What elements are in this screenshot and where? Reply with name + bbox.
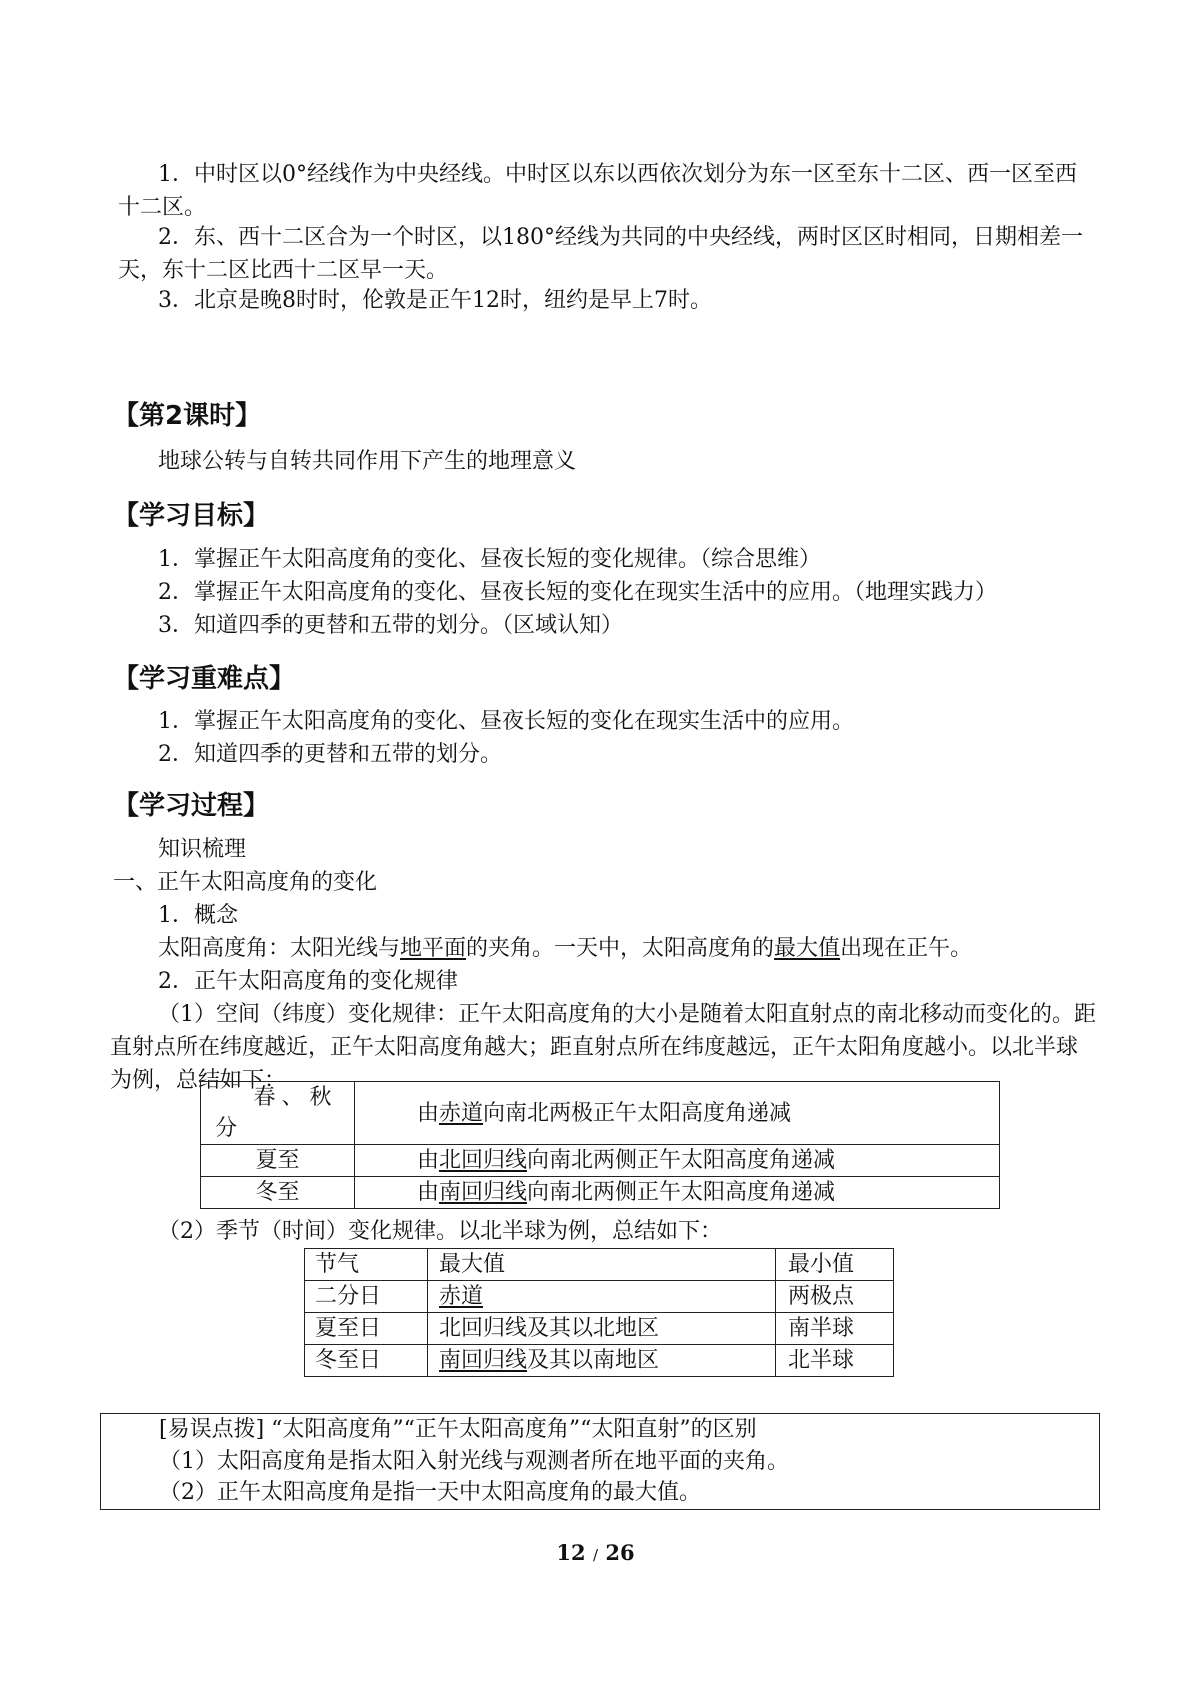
concept-text-2: 的夹角。一天中，太阳高度角的 [466,936,775,961]
rule-label: 2．正午太阳高度角的变化规律 [158,969,458,994]
max-underlined: 赤道 [439,1284,484,1309]
max-rest: 及其以南地区 [527,1348,660,1373]
table-cell-term: 二分日 [305,1281,428,1313]
keypoint-item-2: 2．知道四季的更替和五带的划分。 [158,742,502,767]
keypoints-heading: 【学习重难点】 [113,664,296,694]
knowledge-overview: 知识梳理 [158,837,247,862]
intro-paragraph-2: 2．东、西十二区合为一个时区，以180°经线为共同的中央经线，两时区区时相同，日期相差一天，东十二区比西十二区早一天。 [118,225,1083,283]
page-current: 12 [556,1540,586,1565]
process-heading: 【学习过程】 [113,791,270,821]
table-row [201,1082,1000,1145]
table-cell-term [201,1082,355,1145]
seasonal-rule: （2）季节（时间）变化规律。以北半球为例，总结如下： [158,1219,722,1244]
table-cell-max [428,1345,776,1377]
concept-label: 1．概念 [158,903,238,928]
spatial-rule: （1）空间（纬度）变化规律：正午太阳高度角的大小是随着太阳直射点的南北移动而变化的。距直射点所在纬度越近，正午太阳高度角越大；距直射点所在纬度越远，正午太阳角度越小。以北半球为例，总结如下： [110,1002,1097,1093]
table-row [305,1281,894,1313]
tip-item-1: （1）太阳高度角是指太阳入射光线与观测者所在地平面的夹角。 [159,1449,789,1474]
tip-box [100,1413,1100,1510]
rule-post: 向南北两极正午太阳高度角递减 [483,1100,792,1126]
tip-item-2: （2）正午太阳高度角是指一天中太阳高度角的最大值。 [159,1480,701,1505]
table-cell-min: 南半球 [776,1313,894,1345]
section-title: 一、正午太阳高度角的变化 [113,870,378,895]
max-underlined: 南回归线 [439,1348,528,1373]
term-line-1: 春、秋 [253,1085,338,1110]
page-number [0,1540,1191,1565]
page-separator: / [592,1546,599,1564]
max-rest: 北回归线及其以北地区 [439,1316,660,1341]
table-cell-rule [355,1177,1000,1209]
lesson-heading: 【第2课时】 [113,401,262,431]
table-row [201,1177,1000,1209]
table-row [305,1313,894,1345]
header-cell-term: 节气 [305,1249,428,1281]
table-row [305,1345,894,1377]
table-cell-term: 夏至日 [305,1313,428,1345]
goal-item-1: 1．掌握正午太阳高度角的变化、昼夜长短的变化规律。（综合思维） [158,547,821,572]
spatial-rule-table [200,1081,1000,1209]
rule-pre: 由 [417,1100,440,1126]
table-cell-rule [355,1145,1000,1177]
rule-pre: 由 [417,1180,440,1205]
concept-definition [158,932,972,965]
header-cell-min: 最小值 [776,1249,894,1281]
keypoint-item-1: 1．掌握正午太阳高度角的变化、昼夜长短的变化在现实生活中的应用。 [158,709,854,734]
lesson-subtitle: 地球公转与自转共同作用下产生的地理意义 [158,449,577,474]
table-header-row [305,1249,894,1281]
table-cell-max [428,1281,776,1313]
table-cell-term: 夏至 [201,1145,355,1177]
table-cell-min: 两极点 [776,1281,894,1313]
concept-text-3: 出现在正午。 [840,936,973,961]
rule-pre: 由 [417,1148,440,1173]
table-cell-rule [355,1082,1000,1145]
concept-text-1: 太阳高度角：太阳光线与 [158,936,401,961]
intro-paragraph-3: 3．北京是晚8时时，伦敦是正午12时，纽约是早上7时。 [158,288,712,313]
page-total: 26 [605,1540,635,1565]
rule-post: 向南北两侧正午太阳高度角递减 [527,1180,836,1205]
header-cell-max: 最大值 [428,1249,776,1281]
term-line-2: 分 [215,1116,238,1141]
goal-item-3: 3．知道四季的更替和五带的划分。（区域认知） [158,613,623,638]
rule-post: 向南北两侧正午太阳高度角递减 [527,1148,836,1173]
table-cell-term: 冬至 [201,1177,355,1209]
goals-heading: 【学习目标】 [113,501,270,531]
intro-paragraph-1: 1．中时区以0°经线作为中央经线。中时区以东以西依次划分为东一区至东十二区、西一区至西十二区。 [118,162,1077,220]
concept-underlined-2: 最大值 [774,936,841,961]
tip-title: [易误点拨] “太阳高度角”“正午太阳高度角”“太阳直射”的区别 [159,1417,757,1442]
rule-underlined: 北回归线 [439,1148,528,1173]
seasonal-rule-table [304,1248,894,1377]
goal-item-2: 2．掌握正午太阳高度角的变化、昼夜长短的变化在现实生活中的应用。（地理实践力） [158,580,997,605]
table-cell-term: 冬至日 [305,1345,428,1377]
rule-underlined: 南回归线 [439,1180,528,1205]
rule-underlined: 赤道 [439,1100,484,1126]
table-row [201,1145,1000,1177]
table-cell-max [428,1313,776,1345]
concept-underlined-1: 地平面 [400,936,467,961]
table-cell-min: 北半球 [776,1345,894,1377]
